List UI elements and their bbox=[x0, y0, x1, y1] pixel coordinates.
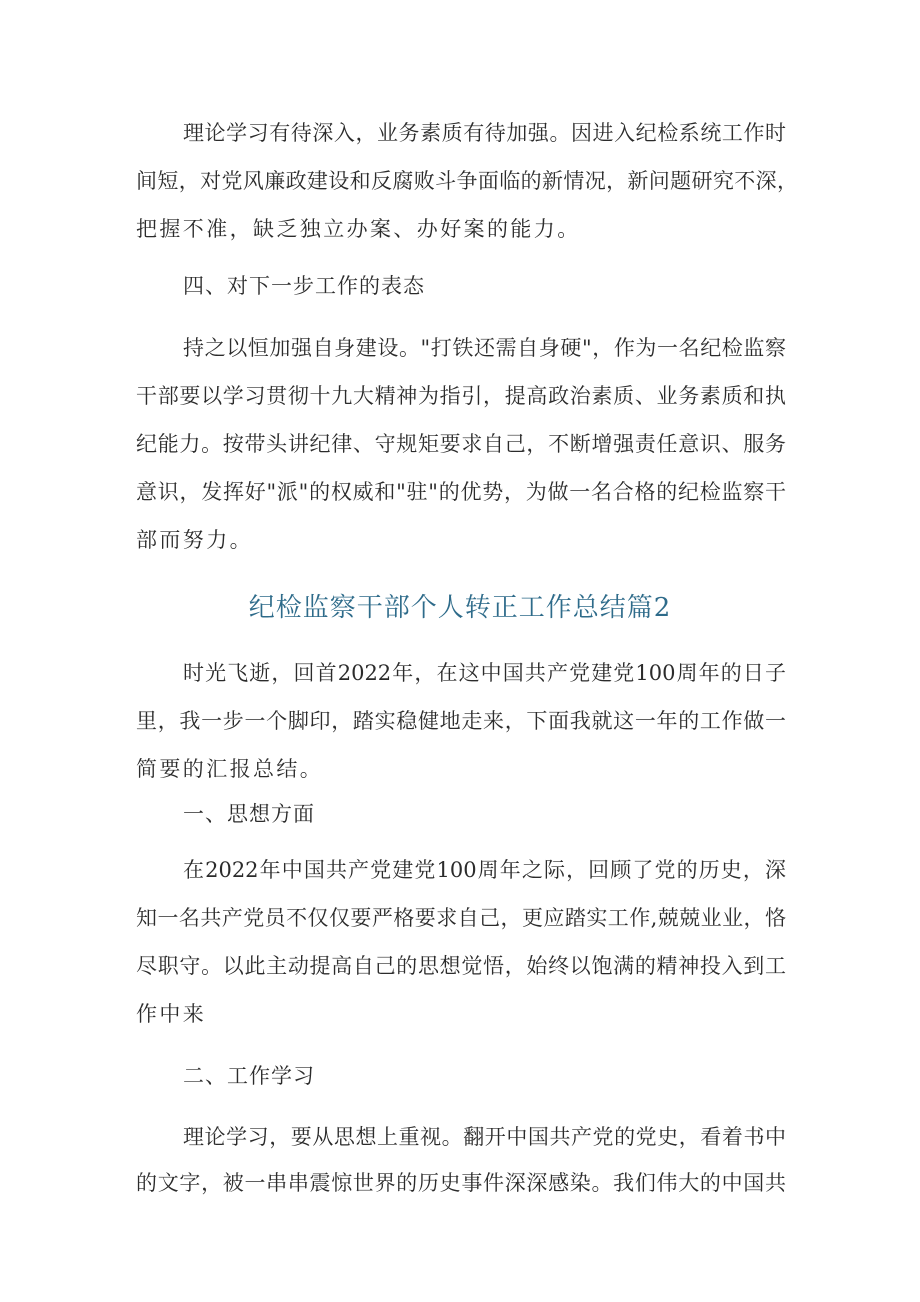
paragraph-line: 在2022年中国共产党建党100周年之际，回顾了党的历史，深 bbox=[183, 858, 786, 882]
paragraph-line: 理论学习，要从思想上重视。翻开中国共产党的党史，看着书中 bbox=[183, 1125, 786, 1149]
paragraph-line: 尽职守。以此主动提高自己的思想觉悟，始终以饱满的精神投入到工 bbox=[136, 954, 786, 978]
page-title: 纪检监察干部个人转正工作总结篇2 bbox=[248, 593, 672, 623]
paragraph-line: 纪能力。按带头讲纪律、守规矩要求自己，不断增强责任意识、服务 bbox=[136, 432, 786, 456]
paragraph-line: 间短，对党风廉政建设和反腐败斗争面临的新情况，新问题研究不深， bbox=[136, 169, 798, 193]
paragraph-line: 干部要以学习贯彻十九大精神为指引，提高政治素质、业务素质和执 bbox=[136, 384, 786, 408]
paragraph-line: 里，我一步一个脚印，踏实稳健地走来，下面我就这一年的工作做一 bbox=[136, 709, 786, 733]
paragraph-line: 部而努力。 bbox=[136, 528, 253, 552]
section-heading: 四、对下一步工作的表态 bbox=[183, 274, 425, 298]
section-heading: 一、思想方面 bbox=[183, 802, 315, 826]
paragraph-line: 持之以恒加强自身建设。"打铁还需自身硬"，作为一名纪检监察 bbox=[183, 336, 786, 360]
paragraph-line: 把握不准，缺乏独立办案、办好案的能力。 bbox=[136, 217, 581, 241]
paragraph-line: 的文字，被一串串震惊世界的历史事件深深感染。我们伟大的中国共 bbox=[136, 1171, 786, 1195]
paragraph-line: 时光飞逝，回首2022年，在这中国共产党建党100周年的日子 bbox=[183, 661, 786, 685]
paragraph-line: 意识，发挥好"派"的权威和"驻"的优势，为做一名合格的纪检监察干 bbox=[136, 480, 786, 504]
paragraph-line: 理论学习有待深入，业务素质有待加强。因进入纪检系统工作时 bbox=[183, 121, 786, 145]
paragraph-line: 简要的汇报总结。 bbox=[136, 757, 324, 781]
section-heading: 二、工作学习 bbox=[183, 1064, 315, 1088]
paragraph-line: 作中来 bbox=[136, 1002, 207, 1026]
paragraph-line: 知一名共产党员不仅仅要严格要求自己，更应踏实工作,兢兢业业，恪 bbox=[136, 906, 786, 930]
